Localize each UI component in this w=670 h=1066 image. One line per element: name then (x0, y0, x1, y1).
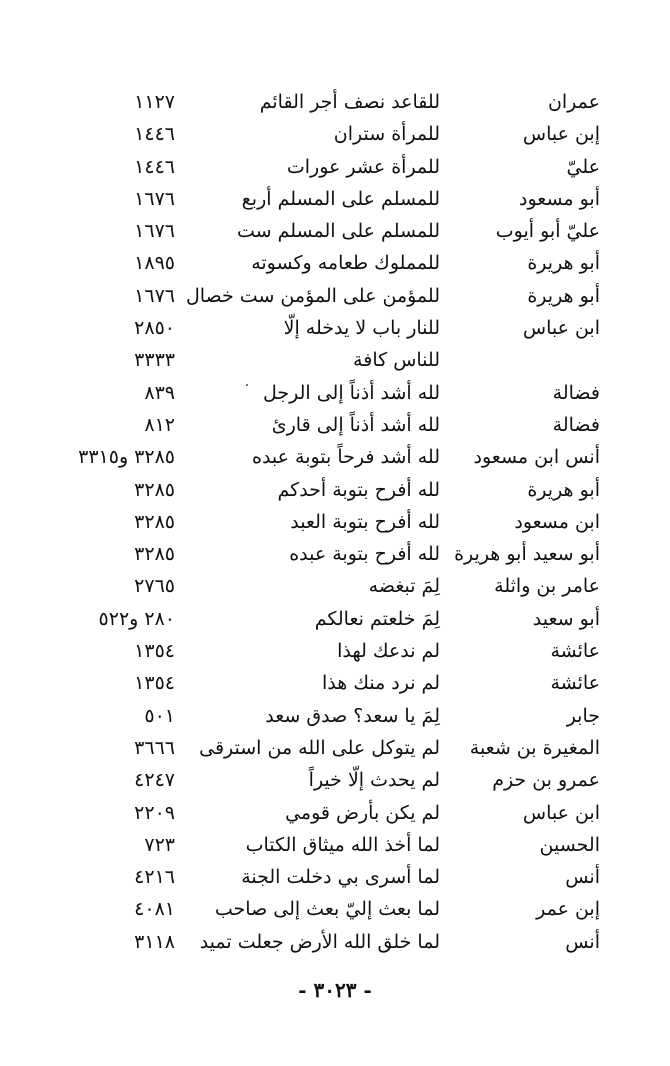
hadith-text: لِمَ يا سعد؟ صدق سعد (265, 704, 440, 727)
hadith-text: لما خلق الله الأرض جعلت تميد (199, 930, 440, 953)
narrator-name: عمرو بن حزم (492, 769, 600, 792)
hadith-text: لما بعث إليّ بعث إلى صاحب (214, 898, 440, 921)
narrator-name: إبن عباس (522, 123, 600, 146)
hadith-text: لله أفرح بتوبة أحدكم (277, 478, 440, 501)
narrator-name: عليّ (566, 155, 600, 178)
narrator-name: أنس (565, 930, 600, 953)
narrator-name: ابن مسعود (514, 510, 600, 533)
hadith-text: للنار باب لا يدخله إلّا (283, 317, 440, 340)
index-row (40, 377, 600, 409)
hadith-number: ١٤٤٦ (134, 123, 175, 146)
hadith-text: لم يحدث إلّا خيراً (308, 769, 440, 792)
hadith-number: ١١٢٧ (134, 91, 175, 113)
hadith-text: لِمَ خلعتم نعالكم (314, 607, 440, 630)
hadith-number: ١٦٧٦ (134, 187, 175, 210)
hadith-text: لله أشد فرحاً بتوبة عبده (251, 446, 440, 469)
hadith-number: ٣٢٨٥ (134, 510, 175, 533)
hadith-text: للقاعد نصف أجر القائم (259, 91, 440, 113)
hadith-text: لم يكن بأرض قومي (285, 801, 440, 824)
index-row (40, 861, 600, 893)
hadith-text: للناس كافة (353, 349, 440, 372)
index-row (40, 409, 600, 441)
hadith-number: ٨٣٩ (144, 381, 175, 404)
index-row (40, 151, 600, 183)
hadith-text: لما أسرى بي دخلت الجنة (241, 866, 440, 889)
narrator-name: عليّ أبو أيوب (495, 220, 600, 243)
hadith-number: ٣٦٦٦ (134, 736, 175, 759)
narrator-name: عائشة (550, 672, 600, 695)
hadith-number: ٤٢٤٧ (134, 769, 175, 792)
index-row (40, 247, 600, 279)
index-row (40, 538, 600, 570)
narrator-name: المغيرة بن شعبة (469, 736, 600, 759)
narrator-name: إبن عمر (536, 898, 600, 921)
index-row (40, 215, 600, 247)
index-row (40, 603, 600, 635)
narrator-name: جابر (566, 704, 600, 727)
narrator-name: عائشة (550, 640, 600, 663)
index-row (40, 183, 600, 215)
index-row (40, 474, 600, 506)
hadith-text: لِمَ تبغضه (368, 575, 440, 598)
index-row (40, 635, 600, 667)
index-row (40, 118, 600, 150)
narrator-name: أنس (565, 866, 600, 889)
hadith-number: ١٨٩٥ (134, 252, 175, 275)
index-row (40, 926, 600, 958)
narrator-name: أبو سعيد (532, 607, 600, 630)
page-number: - ٣٠٢٣ - (298, 978, 372, 1002)
index-row (40, 441, 600, 473)
hadith-number: ٢٨٠ و٥٢٢ (98, 607, 175, 630)
hadith-number: ٥٠١ (144, 704, 175, 727)
index-row (40, 700, 600, 732)
index-row (40, 344, 600, 376)
hadith-number: ٣٢٨٥ (134, 478, 175, 501)
hadith-index-table (40, 86, 600, 958)
hadith-number: ٨١٢ (144, 413, 175, 436)
hadith-number: ١٦٧٦ (134, 284, 175, 307)
narrator-name: أنس ابن مسعود (473, 446, 600, 469)
hadith-number: ١٣٥٤ (134, 640, 175, 663)
index-row (40, 764, 600, 796)
index-row (40, 667, 600, 699)
hadith-text: لله أفرح بتوبة العبد (290, 510, 440, 533)
narrator-name: أبو سعيد أبو هريرة (454, 543, 600, 566)
hadith-text: للمسلم على المسلم ست (236, 220, 440, 243)
hadith-text: للمرأة ستران (333, 123, 440, 146)
scan-speck (246, 384, 248, 386)
hadith-number: ١٦٧٦ (134, 220, 175, 243)
hadith-text: للمؤمن على المؤمن ست خصال (185, 284, 440, 307)
hadith-text: لله أفرح بتوبة عبده (289, 543, 440, 566)
hadith-text: لله أشد أذناً إلى الرجل (262, 381, 440, 404)
index-row (40, 312, 600, 344)
narrator-name: ابن عباس (522, 317, 600, 340)
hadith-number: ٢٧٦٥ (134, 575, 175, 598)
narrator-name: فضالة (552, 381, 600, 404)
narrator-name: عامر بن واثلة (494, 575, 600, 598)
hadith-number: ٣١١٨ (134, 930, 175, 953)
index-row (40, 506, 600, 538)
hadith-text: لم ندعك لهذا (337, 640, 440, 663)
hadith-text: للمرأة عشر عورات (286, 155, 440, 178)
index-row (40, 797, 600, 829)
hadith-number: ٢٨٥٠ (134, 317, 175, 340)
hadith-number: ١٣٥٤ (134, 672, 175, 695)
index-row (40, 732, 600, 764)
hadith-number: ٤٢١٦ (134, 866, 175, 889)
index-row (40, 829, 600, 861)
hadith-number: ٢٢٠٩ (134, 801, 175, 824)
hadith-text: لله أشد أذناً إلى قارئ (271, 413, 440, 436)
hadith-number: ٣٣٣٣ (134, 349, 175, 372)
hadith-text: للمسلم على المسلم أربع (241, 187, 440, 210)
narrator-name: أبو هريرة (527, 478, 600, 501)
hadith-number: ٧٢٣ (144, 833, 175, 856)
narrator-name: أبو هريرة (527, 284, 600, 307)
hadith-text: لم نرد منك هذا (322, 672, 440, 695)
narrator-name: أبو مسعود (519, 187, 600, 210)
hadith-number: ٤٠٨١ (134, 898, 175, 921)
index-row (40, 570, 600, 602)
narrator-name: أبو هريرة (527, 252, 600, 275)
narrator-name: ابن عباس (522, 801, 600, 824)
hadith-text: لم يتوكل على الله من استرقى (199, 736, 440, 759)
index-row (40, 893, 600, 925)
hadith-number: ٣٢٨٥ (134, 543, 175, 566)
hadith-number: ٣٢٨٥ و٣٣١٥ (78, 446, 175, 469)
narrator-name: عمران (547, 91, 600, 113)
index-row (40, 86, 600, 118)
hadith-text: للمملوك طعامه وكسوته (251, 252, 440, 275)
index-row (40, 280, 600, 312)
hadith-text: لما أخذ الله ميثاق الكتاب (245, 833, 440, 856)
hadith-number: ١٤٤٦ (134, 155, 175, 178)
narrator-name: الحسين (539, 833, 600, 856)
narrator-name: فضالة (552, 413, 600, 436)
